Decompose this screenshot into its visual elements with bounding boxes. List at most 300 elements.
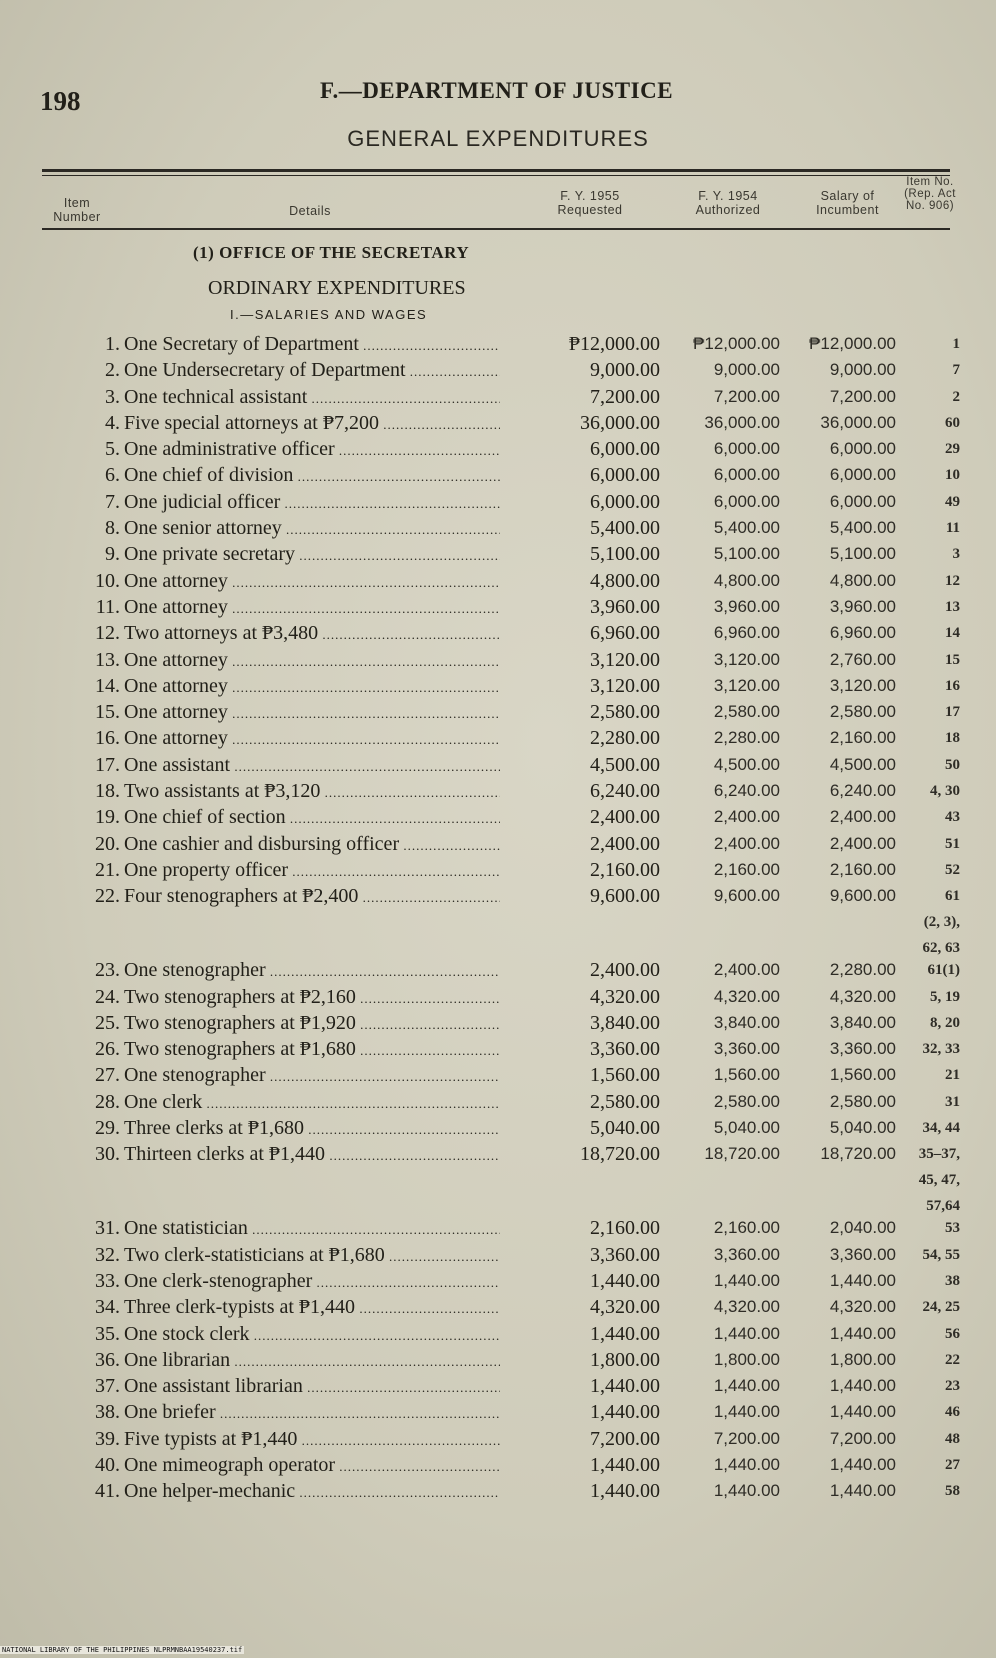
item-details: One clerk-stenographer .....: [124, 1268, 500, 1296]
rep-act-item-no: 52: [945, 861, 960, 878]
table-row: [0, 515, 996, 541]
incumbent-salary: 4,500.00: [829, 754, 896, 774]
table-row: [0, 1062, 996, 1088]
authorized-amount: 2,160.00: [713, 859, 780, 879]
table-row: [0, 462, 996, 488]
rep-act-item-no: 21: [945, 1067, 960, 1084]
incumbent-salary: 3,360.00: [829, 1244, 896, 1264]
table-row: [0, 1141, 996, 1215]
item-number: 39.: [95, 1427, 120, 1450]
item-number: 24.: [95, 985, 120, 1008]
item-details: Two stenographers at ₱1,920 .....: [124, 1010, 500, 1038]
table-row: [0, 857, 996, 883]
rep-act-item-no: 11: [945, 520, 960, 537]
header-item-number: Item Number: [53, 196, 101, 224]
table-row: [0, 1478, 996, 1504]
authorized-amount: 2,580.00: [713, 1091, 780, 1111]
incumbent-salary: 1,440.00: [829, 1270, 896, 1290]
item-number: 28.: [95, 1090, 120, 1113]
item-details: Thirteen clerks at ₱1,440 .....: [124, 1141, 500, 1169]
section-title: GENERAL EXPENDITURES: [347, 126, 649, 151]
rep-act-item-no: 35–37, 45, 47, 57,64: [918, 1146, 960, 1215]
authorized-amount: 5,100.00: [713, 544, 780, 564]
authorized-amount: 2,280.00: [713, 728, 780, 748]
requested-amount: 5,100.00: [590, 543, 660, 566]
item-details: Two stenographers at ₱2,160 .....: [124, 984, 500, 1012]
item-details: One clerk .....: [124, 1089, 500, 1117]
requested-amount: 2,400.00: [590, 806, 660, 829]
incumbent-salary: 3,120.00: [829, 675, 896, 695]
table-row: [0, 436, 996, 462]
authorized-amount: 6,000.00: [713, 491, 780, 511]
authorized-amount: 3,840.00: [713, 1012, 780, 1032]
incumbent-salary: 9,000.00: [829, 360, 896, 380]
rep-act-item-no: 23: [945, 1378, 960, 1395]
rep-act-item-no: 38: [945, 1272, 960, 1289]
item-details: Three clerks at ₱1,680 .....: [124, 1115, 500, 1143]
table-row: [0, 1452, 996, 1478]
table-row: [0, 804, 996, 830]
item-number: 7.: [105, 490, 120, 513]
table-row: [0, 1036, 996, 1062]
rep-act-item-no: 32, 33: [922, 1041, 960, 1058]
rep-act-item-no: 1: [952, 336, 960, 352]
page-number: 198: [40, 86, 81, 116]
item-details: One stenographer .....: [124, 957, 500, 985]
item-number: 34.: [95, 1296, 120, 1319]
item-details: Two assistants at ₱3,120 .....: [124, 778, 500, 806]
rep-act-item-no: 60: [945, 414, 960, 431]
archive-footer: NATIONAL LIBRARY OF THE PHILIPPINES NLPRMNBAA19540237.tif: [2, 1646, 243, 1654]
authorized-amount: 4,320.00: [713, 1297, 780, 1317]
requested-amount: 3,960.00: [590, 595, 660, 618]
item-number: 6.: [105, 464, 120, 487]
item-number: 21.: [95, 858, 120, 881]
item-number: 4.: [105, 411, 120, 434]
item-number: 38.: [95, 1401, 120, 1424]
item-details: One librarian .....: [124, 1347, 500, 1375]
incumbent-salary: 1,440.00: [829, 1402, 896, 1422]
table-row: [0, 1399, 996, 1425]
requested-amount: 3,120.00: [590, 648, 660, 671]
item-details: One Undersecretary of Department .....: [124, 357, 500, 385]
header-authorized: F. Y. 1954 Authorized: [695, 189, 761, 217]
item-details: One stock clerk .....: [124, 1321, 500, 1349]
rep-act-item-no: 3: [952, 546, 960, 563]
rep-act-item-no: 61(1): [927, 962, 960, 979]
item-details: One briefer .....: [124, 1399, 500, 1427]
rep-act-item-no: 2: [952, 388, 960, 405]
header-requested: F. Y. 1955 Requested: [557, 189, 623, 217]
rep-act-item-no: 48: [945, 1430, 960, 1447]
authorized-amount: 5,040.00: [713, 1118, 780, 1138]
header-item-no: Item No. (Rep. Act No. 906): [904, 176, 956, 212]
authorized-amount: 7,200.00: [713, 386, 780, 406]
table-row: [0, 620, 996, 646]
item-details: Five special attorneys at ₱7,200 .....: [124, 410, 500, 438]
authorized-amount: ₱12,000.00: [693, 334, 780, 353]
rep-act-item-no: 56: [945, 1325, 960, 1342]
authorized-amount: 1,440.00: [713, 1323, 780, 1343]
authorized-amount: 1,440.00: [713, 1270, 780, 1290]
item-number: 25.: [95, 1011, 120, 1034]
rep-act-item-no: 31: [945, 1093, 960, 1110]
requested-amount: 3,840.00: [590, 1011, 660, 1034]
item-number: 36.: [95, 1348, 120, 1371]
authorized-amount: 1,440.00: [713, 1481, 780, 1501]
item-details: One stenographer .....: [124, 1062, 500, 1090]
item-number: 26.: [95, 1038, 120, 1061]
rep-act-item-no: 50: [945, 756, 960, 773]
authorized-amount: 2,580.00: [713, 702, 780, 722]
rep-act-item-no: 61 (2, 3), 62, 63: [922, 888, 960, 957]
table-row: [0, 410, 996, 436]
header-rule-top-thin: [42, 175, 950, 176]
table-row: [0, 647, 996, 673]
requested-amount: 6,240.00: [590, 780, 660, 803]
authorized-amount: 5,400.00: [713, 518, 780, 538]
requested-amount: 2,400.00: [590, 832, 660, 855]
incumbent-salary: 6,000.00: [829, 465, 896, 485]
rep-act-item-no: 49: [945, 493, 960, 510]
item-number: 2.: [105, 359, 120, 382]
table-row: [0, 541, 996, 567]
table-row: [0, 1294, 996, 1320]
authorized-amount: 6,000.00: [713, 465, 780, 485]
table-row: [0, 1215, 996, 1241]
rep-act-item-no: 16: [945, 677, 960, 694]
incumbent-salary: 5,040.00: [829, 1118, 896, 1138]
item-details: One chief of section .....: [124, 804, 500, 832]
item-details: One senior attorney .....: [124, 515, 500, 543]
item-details: One technical assistant .....: [124, 384, 500, 412]
requested-amount: 9,600.00: [590, 885, 660, 908]
table-row: [0, 1115, 996, 1141]
incumbent-salary: 4,320.00: [829, 986, 896, 1006]
header-salary-incumbent: Salary of Incumbent: [816, 189, 879, 217]
item-number: 22.: [95, 885, 120, 908]
rep-act-item-no: 8, 20: [930, 1014, 960, 1031]
authorized-amount: 2,160.00: [713, 1218, 780, 1238]
item-number: 13.: [95, 648, 120, 671]
item-details: One statistician .....: [124, 1215, 500, 1243]
authorized-amount: 2,400.00: [713, 833, 780, 853]
authorized-amount: 6,240.00: [713, 781, 780, 801]
item-number: 5.: [105, 438, 120, 461]
item-details: One attorney .....: [124, 673, 500, 701]
table-row: [0, 357, 996, 383]
requested-amount: 2,400.00: [590, 959, 660, 982]
rep-act-item-no: 53: [945, 1220, 960, 1237]
rep-act-item-no: 4, 30: [930, 783, 960, 800]
item-number: 20.: [95, 832, 120, 855]
office-heading: (1) OFFICE OF THE SECRETARY: [193, 243, 470, 262]
authorized-amount: 3,960.00: [713, 596, 780, 616]
incumbent-salary: 6,000.00: [829, 491, 896, 511]
requested-amount: 1,560.00: [590, 1064, 660, 1087]
item-number: 3.: [105, 385, 120, 408]
rep-act-item-no: 22: [945, 1351, 960, 1368]
rep-act-item-no: 10: [945, 467, 960, 484]
table-row: [0, 1010, 996, 1036]
requested-amount: 6,000.00: [590, 464, 660, 487]
incumbent-salary: 6,960.00: [829, 623, 896, 643]
requested-amount: 2,280.00: [590, 727, 660, 750]
table-row: [0, 594, 996, 620]
table-row: [0, 1268, 996, 1294]
rep-act-item-no: 13: [945, 598, 960, 615]
item-number: 27.: [95, 1064, 120, 1087]
requested-amount: 6,000.00: [590, 438, 660, 461]
rep-act-item-no: 51: [945, 835, 960, 852]
item-details: Five typists at ₱1,440 .....: [124, 1426, 500, 1454]
requested-amount: 5,040.00: [590, 1117, 660, 1140]
requested-amount: 2,160.00: [590, 858, 660, 881]
authorized-amount: 1,440.00: [713, 1376, 780, 1396]
rep-act-item-no: 24, 25: [922, 1299, 960, 1316]
table-row: [0, 957, 996, 983]
incumbent-salary: 2,160.00: [829, 859, 896, 879]
item-number: 31.: [95, 1217, 120, 1240]
requested-amount: ₱12,000.00: [568, 333, 660, 355]
item-number: 30.: [95, 1143, 120, 1166]
incumbent-salary: 6,000.00: [829, 439, 896, 459]
department-title: F.—DEPARTMENT OF JUSTICE: [320, 78, 674, 103]
item-number: 17.: [95, 753, 120, 776]
requested-amount: 36,000.00: [580, 411, 660, 434]
rep-act-item-no: 12: [945, 572, 960, 589]
item-details: One mimeograph operator .....: [124, 1452, 500, 1480]
table-row: [0, 568, 996, 594]
item-number: 19.: [95, 806, 120, 829]
ordinary-expenditures-heading: ORDINARY EXPENDITURES: [208, 277, 466, 299]
requested-amount: 1,440.00: [590, 1401, 660, 1424]
item-number: 32.: [95, 1243, 120, 1266]
item-number: 18.: [95, 780, 120, 803]
incumbent-salary: 6,240.00: [829, 781, 896, 801]
item-details: One assistant .....: [124, 752, 500, 780]
incumbent-salary: 1,800.00: [829, 1349, 896, 1369]
rep-act-item-no: 17: [945, 704, 960, 721]
item-number: 41.: [95, 1480, 120, 1503]
authorized-amount: 3,120.00: [713, 649, 780, 669]
item-details: One property officer .....: [124, 857, 500, 885]
incumbent-salary: 2,580.00: [829, 702, 896, 722]
item-number: 15.: [95, 701, 120, 724]
item-number: 35.: [95, 1322, 120, 1345]
incumbent-salary: 2,400.00: [829, 807, 896, 827]
requested-amount: 1,800.00: [590, 1348, 660, 1371]
incumbent-salary: 3,960.00: [829, 596, 896, 616]
incumbent-salary: 3,840.00: [829, 1012, 896, 1032]
item-details: One assistant librarian .....: [124, 1373, 500, 1401]
authorized-amount: 9,600.00: [713, 886, 780, 906]
table-row: [0, 384, 996, 410]
incumbent-salary: 1,440.00: [829, 1376, 896, 1396]
authorized-amount: 1,560.00: [713, 1065, 780, 1085]
authorized-amount: 1,440.00: [713, 1402, 780, 1422]
item-details: One cashier and disbursing officer .....: [124, 831, 500, 859]
rep-act-item-no: 34, 44: [922, 1120, 960, 1137]
requested-amount: 2,580.00: [590, 701, 660, 724]
item-number: 11.: [95, 595, 120, 618]
requested-amount: 3,360.00: [590, 1038, 660, 1061]
authorized-amount: 1,800.00: [713, 1349, 780, 1369]
expenditure-table: [0, 331, 996, 1505]
table-row: [0, 699, 996, 725]
incumbent-salary: 5,400.00: [829, 518, 896, 538]
item-details: One attorney .....: [124, 699, 500, 727]
table-row: [0, 883, 996, 957]
incumbent-salary: 36,000.00: [820, 412, 896, 432]
item-number: 23.: [95, 959, 120, 982]
requested-amount: 4,320.00: [590, 1296, 660, 1319]
rep-act-item-no: 15: [945, 651, 960, 668]
incumbent-salary: 1,440.00: [829, 1454, 896, 1474]
requested-amount: 2,580.00: [590, 1090, 660, 1113]
item-number: 14.: [95, 674, 120, 697]
incumbent-salary: 18,720.00: [820, 1144, 896, 1164]
authorized-amount: 7,200.00: [713, 1428, 780, 1448]
incumbent-salary: 5,100.00: [829, 544, 896, 564]
rep-act-item-no: 46: [945, 1404, 960, 1421]
authorized-amount: 6,000.00: [713, 439, 780, 459]
table-row: [0, 1426, 996, 1452]
salaries-heading: I.—SALARIES AND WAGES: [230, 307, 428, 322]
header-rule-bottom: [42, 228, 950, 230]
incumbent-salary: 2,160.00: [829, 728, 896, 748]
incumbent-salary: 2,280.00: [829, 960, 896, 980]
header-details: Details: [289, 204, 331, 218]
incumbent-salary: 4,800.00: [829, 570, 896, 590]
item-details: One helper-mechanic .....: [124, 1478, 500, 1506]
incumbent-salary: 1,440.00: [829, 1481, 896, 1501]
table-row: [0, 673, 996, 699]
rep-act-item-no: 54, 55: [922, 1246, 960, 1263]
item-details: One private secretary .....: [124, 541, 500, 569]
item-details: Two clerk-statisticians at ₱1,680 .....: [124, 1242, 500, 1270]
item-details: Four stenographers at ₱2,400 .....: [124, 883, 500, 911]
item-number: 40.: [95, 1453, 120, 1476]
requested-amount: 18,720.00: [580, 1143, 660, 1166]
requested-amount: 2,160.00: [590, 1217, 660, 1240]
requested-amount: 9,000.00: [590, 359, 660, 382]
requested-amount: 4,320.00: [590, 985, 660, 1008]
authorized-amount: 4,500.00: [713, 754, 780, 774]
requested-amount: 4,500.00: [590, 753, 660, 776]
table-row: [0, 984, 996, 1010]
incumbent-salary: 1,560.00: [829, 1065, 896, 1085]
table-row: [0, 1321, 996, 1347]
incumbent-salary: 7,200.00: [829, 386, 896, 406]
authorized-amount: 3,360.00: [713, 1244, 780, 1264]
incumbent-salary: ₱12,000.00: [809, 334, 896, 353]
item-number: 9.: [105, 543, 120, 566]
table-row: [0, 1242, 996, 1268]
item-details: One attorney .....: [124, 725, 500, 753]
authorized-amount: 36,000.00: [704, 412, 780, 432]
item-details: One attorney .....: [124, 594, 500, 622]
item-number: 16.: [95, 727, 120, 750]
table-row: [0, 1373, 996, 1399]
requested-amount: 7,200.00: [590, 385, 660, 408]
authorized-amount: 3,360.00: [713, 1039, 780, 1059]
table-row: [0, 1347, 996, 1373]
item-details: One judicial officer .....: [124, 489, 500, 517]
incumbent-salary: 7,200.00: [829, 1428, 896, 1448]
requested-amount: 3,360.00: [590, 1243, 660, 1266]
authorized-amount: 2,400.00: [713, 807, 780, 827]
authorized-amount: 4,320.00: [713, 986, 780, 1006]
rep-act-item-no: 58: [945, 1483, 960, 1500]
item-details: Three clerk-typists at ₱1,440 .....: [124, 1294, 500, 1322]
authorized-amount: 9,000.00: [713, 360, 780, 380]
incumbent-salary: 2,400.00: [829, 833, 896, 853]
rep-act-item-no: 43: [945, 809, 960, 826]
rep-act-item-no: 5, 19: [930, 988, 960, 1005]
item-number: 8.: [105, 517, 120, 540]
item-number: 12.: [95, 622, 120, 645]
table-row: [0, 831, 996, 857]
requested-amount: 6,000.00: [590, 490, 660, 513]
item-number: 37.: [95, 1375, 120, 1398]
item-details: One Secretary of Department .....: [124, 331, 500, 359]
item-details: One attorney .....: [124, 568, 500, 596]
requested-amount: 1,440.00: [590, 1453, 660, 1476]
table-row: [0, 725, 996, 751]
requested-amount: 7,200.00: [590, 1427, 660, 1450]
item-details: One administrative officer .....: [124, 436, 500, 464]
item-number: 1.: [105, 333, 120, 355]
authorized-amount: 1,440.00: [713, 1454, 780, 1474]
authorized-amount: 2,400.00: [713, 960, 780, 980]
table-row: [0, 752, 996, 778]
rep-act-item-no: 27: [945, 1456, 960, 1473]
header-rule-top: [42, 169, 950, 172]
rep-act-item-no: 29: [945, 441, 960, 458]
requested-amount: 5,400.00: [590, 517, 660, 540]
table-row: [0, 489, 996, 515]
incumbent-salary: 2,580.00: [829, 1091, 896, 1111]
table-row: [0, 1089, 996, 1115]
item-details: Two stenographers at ₱1,680 .....: [124, 1036, 500, 1064]
item-details: Two attorneys at ₱3,480 .....: [124, 620, 500, 648]
authorized-amount: 6,960.00: [713, 623, 780, 643]
item-number: 33.: [95, 1269, 120, 1292]
requested-amount: 6,960.00: [590, 622, 660, 645]
table-row: [0, 778, 996, 804]
incumbent-salary: 3,360.00: [829, 1039, 896, 1059]
authorized-amount: 18,720.00: [704, 1144, 780, 1164]
table-row: [0, 331, 996, 357]
incumbent-salary: 2,760.00: [829, 649, 896, 669]
rep-act-item-no: 7: [952, 362, 960, 379]
authorized-amount: 3,120.00: [713, 675, 780, 695]
requested-amount: 1,440.00: [590, 1480, 660, 1503]
authorized-amount: 4,800.00: [713, 570, 780, 590]
rep-act-item-no: 18: [945, 730, 960, 747]
requested-amount: 1,440.00: [590, 1322, 660, 1345]
item-details: One attorney .....: [124, 647, 500, 675]
item-details: One chief of division .....: [124, 462, 500, 490]
requested-amount: 3,120.00: [590, 674, 660, 697]
requested-amount: 1,440.00: [590, 1375, 660, 1398]
item-number: 29.: [95, 1117, 120, 1140]
incumbent-salary: 1,440.00: [829, 1323, 896, 1343]
incumbent-salary: 4,320.00: [829, 1297, 896, 1317]
item-number: 10.: [95, 569, 120, 592]
rep-act-item-no: 14: [945, 625, 960, 642]
